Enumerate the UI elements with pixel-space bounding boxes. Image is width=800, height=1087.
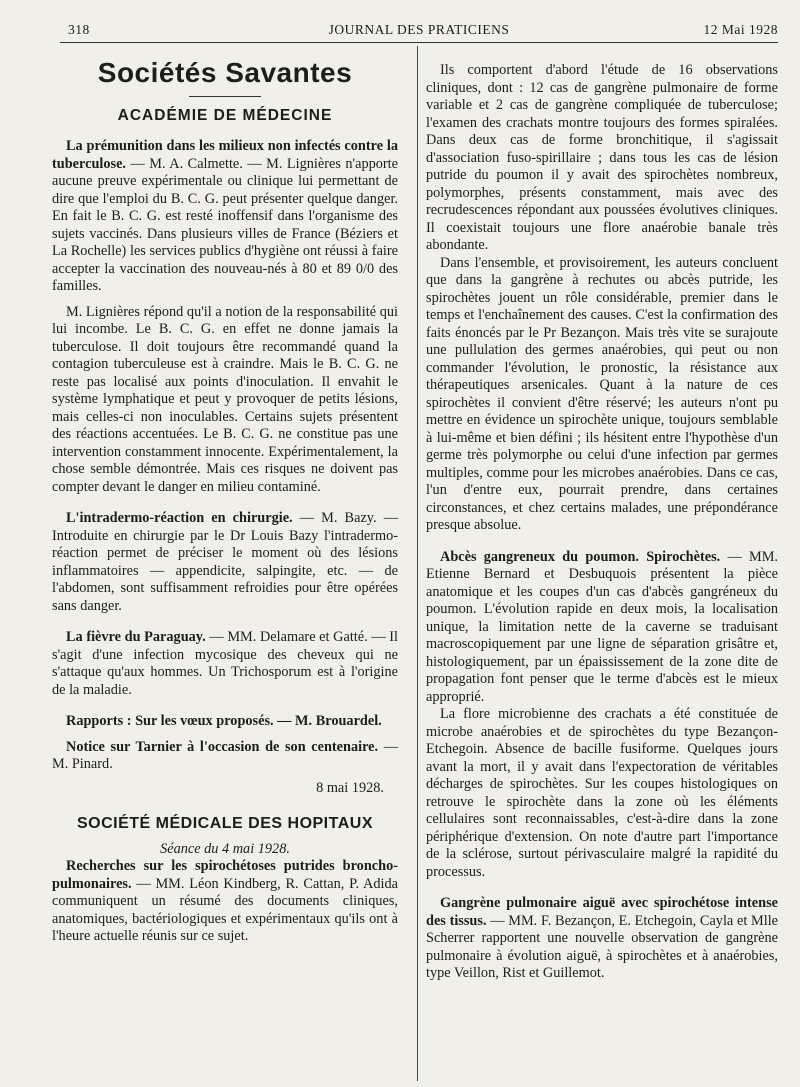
paragraph-conclusions: Dans l'ensemble, et provisoirement, les auteurs concluent que dans la gangrène à rechutes ou abcès putride, les spirochètes jouent un rôle considérable, premier dans le temps et l'enchaînement des causes. C'est la confirmation des faits énoncés par le Pr Bezançon. Mais très vite se surajoute une pullulation des germes anaérobies, qui peut ou non commander l'évolution, le pronostic, la résistance aux thérapeutiques arsenicales. Quant à la nature de ces spirochètes il convient d'être réservé; les auteurs n'ont pu mettre en évidence un spirochète unique, toujours semblable à lui-même et bien défini ; ils hésitent entre l'hypothèse d'un germe très polymorphe ou celui d'une infection par germes multiples, comme pour les microbes anaérobies. Dans ce cas, l'un d'entre eux, pourrait prendre, dans certaines circonstances, et chez certains malades, une prépondérance presque absolue. — [426, 254, 778, 533]
paragraph-paraguay — [52, 629, 398, 699]
paragraph-flore: La flore microbienne des crachats a été constituée de microbe anaérobies et de spirochètes du type Bezançon-Etchegoin. Absence de bacille fusiforme. Quelques jours avant la mort, il y avait dans l'expectoration de véritables décharges de spirochètes. Sur les coupes histologiques on retrouve le spirochète dans la zone où les éléments cellulaires sont reconnaissables, c'est-à-dire dans la zone périphérique d'extension. On note d'autre part l'importance de la sclérose, surtout périvasculaire malgré la rapidité du processus. — [426, 706, 778, 880]
body-tarnier: — M. Pinard. — [52, 738, 398, 772]
body-premunition: — M. A. Calmette. — M. Lignières n'apporte aucune preuve expérimentale ou clinique lui permettant de dire que l'emploi du B. C. G. peut présenter quelque danger. En fait le B. C. G. est resté inoffensif dans l'organisme des sujets vaccinés. Dans plusieurs villes de France (Béziers et La Rochelle) les services publics d'hygiène ont réussi à faire accepter la vaccination des nouveau-nés à 80 et 89 0/0 des familles. — [52, 155, 398, 294]
heading-intradermo: L'intradermo-réaction en chirurgie. — [66, 510, 293, 526]
section-title-academie: ACADÉMIE DE MÉDECINE — [117, 106, 333, 124]
main-title: Sociétés Savantes — [97, 57, 353, 88]
left-column — [52, 58, 398, 946]
paragraph-recherches — [52, 858, 398, 946]
right-column — [426, 62, 778, 983]
paragraph-observations: Ils comportent d'abord l'étude de 16 observations cliniques, dont : 12 cas de gangrène pulmonaire de forme variable et 2 cas de gangrène compliquée de tuberculose; l'examen des crachats montre toujours des formes spiralées. Dans deux cas de forme bronchitique, il s'agissait d'association fuso-spirillaire ; dans tous les cas de lésion putride du poumon il y avait des spirochètes nombreux, polymorphes, présents constamment, mais avec des recrudescences répondant aux poussées évolutives cliniques. Il coexistait toujours une flore anaérobie banale très abondante. — [426, 62, 778, 253]
paragraph-tarnier — [52, 739, 398, 774]
heading-paraguay: La fièvre du Paraguay. — [66, 629, 206, 645]
column-divider — [417, 46, 418, 1081]
page-number: 318 — [68, 22, 90, 37]
body-gangrene: — MM. F. Bezançon, E. Etchegoin, Cayla et Mlle Scherrer rapportent une nouvelle observation de gangrène pulmonaire à évolution aiguë, à spirochètes et à anaérobies, type Veillon, Rist et Guillemot. — [426, 912, 779, 981]
paragraph-abces — [426, 549, 778, 707]
page-header — [60, 20, 778, 44]
journal-title: JOURNAL DES PRATICIENS — [328, 22, 510, 37]
heading-abces: Abcès gangreneux du poumon. Spirochètes. — [440, 548, 721, 565]
heading-recherches: Recherches sur les spirochétoses putrides broncho-pulmonaires. — [52, 858, 398, 892]
paragraph-gangrene — [426, 895, 778, 983]
title-rule — [189, 96, 261, 97]
signoff-date: 8 mai 1928. — [316, 779, 384, 796]
paragraph-lignieres: M. Lignières répond qu'il a notion de la responsabilité qui lui incombe. Le B. C. G. en effet ne donne jamais la tuberculose. Il doit toujours être recommandé quand la contagion tuberculeuse est à craindre. Mais le B. C. G. ne reste pas localisé aux points d'inoculation. Il envahit le système lymphatique et peut y provoquer de petits lésions, mais celles-ci non inoculables. Certains sujets présentent des réactions accentuées. Le B. C. G. ne constitue pas une intervention constamment innocente. Expérimentalement, la chose semble démontrée. Mais ces risques ne doivent pas compter devant le danger en milieu contaminé. — [52, 303, 398, 495]
body-intradermo: — M. Bazy. — Introduite en chirurgie par le Dr Louis Bazy l'intradermo-réaction permet de préciser le moment où des lésions inflammatoires — appendicite, salpingite, etc. — de l'abdomen, sont suffisamment refroidies pour être opérées sans danger. — [52, 510, 398, 614]
issue-date: 12 Mai 1928 — [703, 22, 778, 37]
heading-gangrene: Gangrène pulmonaire aiguë avec spirochétose intense des tissus. — [426, 895, 778, 929]
body-abces: — MM. Etienne Bernard et Desbuquois présentent la pièce anatomique et les coupes d'un cas d'abcès gangréneux du poumon. L'évolution rapide en deux mois, la localisation unique, la limitation nette de la caverne se traduisant macroscopiquement par une ligne de séparation grisâtre et, histologiquement, par un épaississement de la zone dite de propagation font penser que le terme d'abcès est le mieux approprié. — [426, 548, 778, 705]
paragraph-intradermo — [52, 510, 398, 615]
body-recherches: — MM. Léon Kindberg, R. Cattan, P. Adida communiquent un résumé des documents cliniques, anatomiques, bactériologiques et expérimentaux qu'ils ont à l'heure actuelle réunis sur ce sujet. — [52, 875, 398, 944]
section-title-societe: SOCIÉTÉ MÉDICALE DES HOPITAUX — [76, 815, 373, 832]
text-rapports: Rapports : Sur les vœux proposés. — M. Brouardel. — [66, 713, 382, 729]
body-paraguay: — MM. Delamare et Gatté. — Il s'agit d'une infection mycosique des cheveux qui ne s'attaque qu'aux hommes. Un Trichosporum est à l'origine de la maladie. — [52, 629, 399, 698]
paragraph-rapports — [52, 713, 398, 731]
paragraph-premunition — [52, 138, 398, 296]
seance-date: Séance du 4 mai 1928. — [160, 840, 290, 857]
heading-tarnier: Notice sur Tarnier à l'occasion de son centenaire. — [66, 738, 379, 755]
heading-premunition: La prémunition dans les milieux non infectés contre la tuberculose. — [52, 138, 398, 172]
header-rule — [60, 42, 778, 43]
